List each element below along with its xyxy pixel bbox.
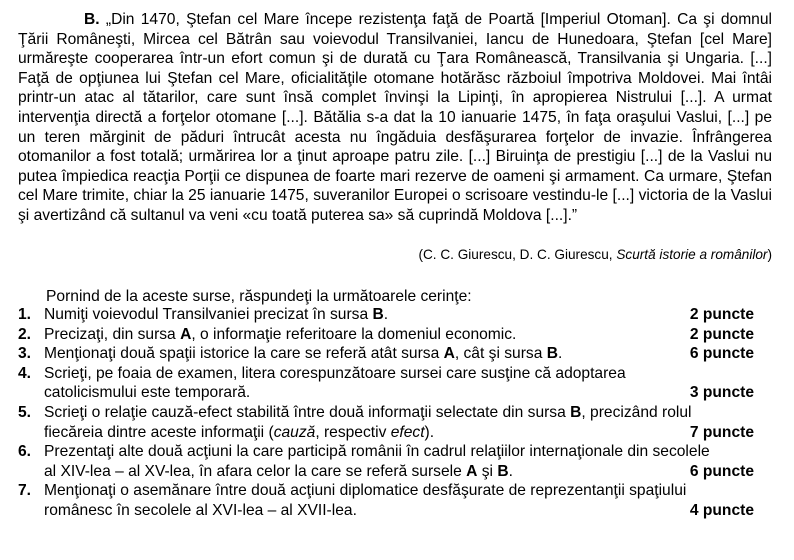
question-item <box>18 481 774 520</box>
question-number: 4. <box>18 364 32 382</box>
question-points: 2 puncte <box>689 306 754 323</box>
citation-work: Scurtă istorie a românilor <box>616 247 768 262</box>
question-text-line2: fiecăreia dintre aceste informaţii (cauză, respectiv efect). <box>44 423 435 441</box>
question-item <box>18 403 774 442</box>
citation-authors: (C. C. Giurescu, D. C. Giurescu, <box>418 247 613 262</box>
question-item <box>18 344 774 364</box>
question-text-line1: Menţionaţi o asemănare între două acţiuni diplomatice desfăşurate de reprezentanţii spaţiului <box>44 482 687 500</box>
question-points: 6 puncte <box>689 462 754 480</box>
citation-end: ) <box>767 247 772 262</box>
question-text-line2: românesc în secolele al XVI-lea – al XVII-lea. <box>44 501 357 519</box>
question-item <box>18 364 774 403</box>
question-text: Numiţi voievodul Transilvaniei precizat în sursa B. <box>44 306 389 323</box>
source-citation <box>418 246 772 264</box>
question-points: 4 puncte <box>689 501 754 519</box>
question-text-line2: catolicismului este temporară. <box>44 384 251 402</box>
question-item <box>18 442 774 481</box>
question-text-line1: Scrieţi, pe foaia de examen, litera corespunzătoare sursei care susţine că adoptarea <box>44 364 626 382</box>
question-text-line2: al XIV-lea – al XV-lea, în afara celor la care se referă sursele A şi B. <box>44 462 513 480</box>
instruction-text: Pornind de la aceste surse, răspundeţi la următoarele cerinţe: <box>46 288 472 305</box>
question-text-line1: Scrieţi o relaţie cauză-efect stabilită între două informaţii selectate din sursa B, precizând rolul <box>44 403 692 421</box>
question-number: 3. <box>18 345 32 363</box>
question-number: 7. <box>18 482 32 500</box>
question-item <box>18 305 774 325</box>
question-number: 6. <box>18 443 32 461</box>
question-points: 2 puncte <box>689 325 754 343</box>
question-number: 5. <box>18 403 32 421</box>
question-text: Menţionaţi două spaţii istorice la care se referă atât sursa A, cât şi sursa B. <box>44 345 563 363</box>
question-text-line1: Prezentaţi alte două acţiuni la care participă românii în cadrul relaţiilor internaţionale din secolele <box>44 443 710 461</box>
question-number: 1. <box>18 306 32 323</box>
source-letter: B. <box>84 11 100 28</box>
question-text: Precizaţi, din sursa A, o informaţie referitoare la domeniul economic. <box>44 325 517 343</box>
source-b-paragraph <box>18 10 772 226</box>
source-text: „Din 1470, Ştefan cel Mare începe rezistenţa faţă de Poartă [Imperiul Otoman]. Ca şi domnul Ţării Româneşti, Mircea cel Bătrân sau voievodul Transilvaniei, Iancu de Hunedoara, Ştefan [cel Mare] urmăreşte cooperarea într-un efort comun şi de durată cu Ţara Românească, Transilvania şi Ungaria. [...] Faţă de opţiunea lui Ştefan cel Mare, oficialităţile otomane hotărăsc războiul împotriva Moldovei. Mai întâi printr-un atac al tătarilor, care sunt însă complet învinşi la Lipinţi, în apropierea Nistrului [...]. A urmat intervenţia directă a forţelor otomane [...]. Bătălia s-a dat la 10 ianuarie 1475, în faţa oraşului Vaslui, [...] pe un teren mărginit de păduri întrucât acesta nu îngăduia desfăşurarea forţelor de invazie. Înfrângerea otomanilor a fost totală; urmărirea lor a ţinut aproape patru zile. [...] Biruinţa de prestigiu [...] de la Vaslui nu putea împiedica reacţia Porţii ce dispunea de foarte mari rezerve de oameni şi armament. Ca urmare, Ştefan cel Mare trimite, chiar la 25 ianuarie 1475, suveranilor Europei o scrisoare vestindu-le [...] victoria de la Vaslui şi avertizând că sultanul va veni «cu toată puterea sa» să cuprindă Moldova [...].” <box>18 11 772 224</box>
question-points: 3 puncte <box>689 384 754 402</box>
question-points: 7 puncte <box>689 423 754 441</box>
question-points: 6 puncte <box>689 345 754 363</box>
questions-list <box>18 305 774 521</box>
question-number: 2. <box>18 325 32 343</box>
question-item <box>18 325 774 345</box>
